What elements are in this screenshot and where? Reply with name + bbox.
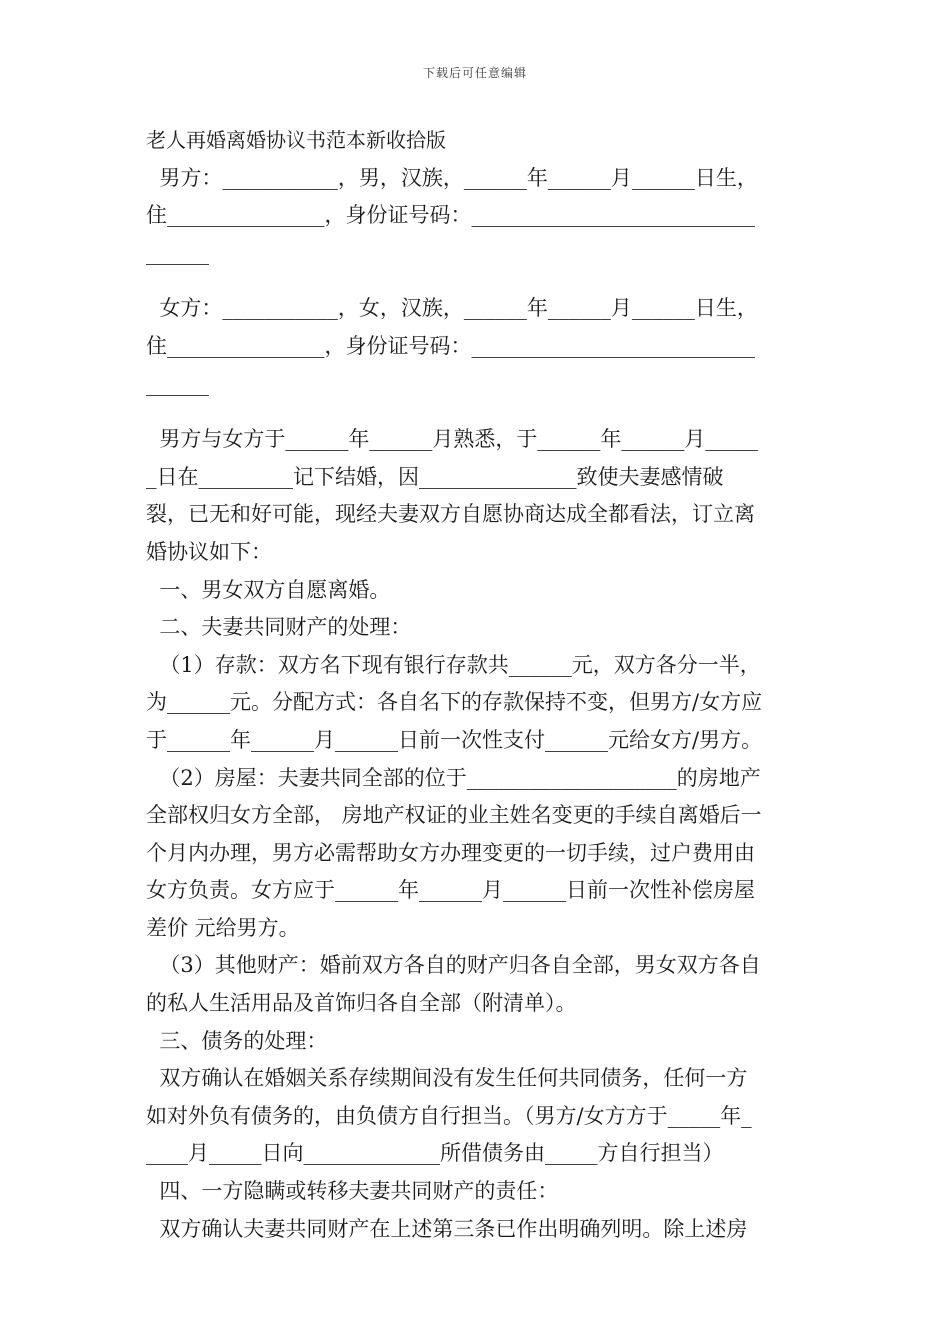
text-line: ______	[146, 240, 209, 265]
text-line: 全部权归女方全部， 房地产权证的业主姓名变更的手续自离婚后一	[146, 803, 762, 828]
block-gap	[146, 272, 814, 290]
text-line: ______	[146, 371, 209, 396]
text-line: 男方与女方于______年______月熟悉，于______年______月_____	[146, 427, 758, 452]
text-line: 住_______________，身份证号码：___________________________	[146, 333, 755, 358]
section-heading: 二、夫妻共同财产的处理：	[146, 615, 412, 640]
text-line: （1）存款：双方名下现有银行存款共______元，双方各分一半，	[146, 652, 761, 677]
text-line: 的私人生活用品及首饰归各自全部（附清单）。	[146, 991, 577, 1016]
text-line: （3）其他财产：婚前双方各自的财产归各自全部，男女双方各自	[146, 953, 761, 978]
text-line: 住_______________，身份证号码：___________________________	[146, 203, 755, 228]
text-line: 女方：___________，女，汉族，______年______月______日生，	[146, 296, 758, 321]
document-body	[146, 122, 814, 1248]
text-line: _日在_________记下结婚，因_______________致使夫妻感情破	[146, 464, 724, 489]
text-line: 个月内办理，男方必需帮助女方办理变更的一切手续，过户费用由	[146, 840, 755, 865]
agreement-body	[146, 421, 814, 1248]
section-heading: 一、男女双方自愿离婚。	[146, 577, 391, 602]
text-line: ____月_____日向_____________所借债务由_____方自行担当）	[146, 1141, 724, 1166]
text-line: 为______元。分配方式：各自名下的存款保持不变，但男方/女方应	[146, 690, 763, 715]
header-note: 下载后可任意编辑	[422, 66, 527, 80]
text-line: 双方确认夫妻共同财产在上述第三条已作出明确列明。除上述房	[146, 1216, 748, 1241]
text-line: 婚协议如下：	[146, 539, 272, 564]
section-heading: 三、债务的处理：	[146, 1028, 328, 1053]
text-line: 双方确认在婚姻关系存续期间没有发生任何共同债务，任何一方	[146, 1066, 748, 1091]
text-line: 女方负责。女方应于______年______月______日前一次性补偿房屋	[146, 878, 755, 903]
text-line: （2）房屋：夫妻共同全部的位于____________________的房地产	[146, 765, 761, 790]
block-gap	[146, 403, 814, 421]
party-male-block	[146, 160, 814, 273]
text-line: 男方：___________，男，汉族，______年______月______日生，	[146, 165, 758, 190]
section-heading: 四、一方隐瞒或转移夫妻共同财产的责任：	[146, 1179, 559, 1204]
text-line: 于______年______月______日前一次性支付______元给女方/男方。	[146, 727, 763, 752]
text-line: 差价 元给男方。	[146, 915, 300, 940]
text-line: 如对外负有债务的，由负债方自行担当。（男方/女方方于_____年_	[146, 1103, 752, 1128]
party-female-block	[146, 290, 814, 403]
document-title: 老人再婚离婚协议书范本新收拾版	[146, 128, 446, 152]
text-line: 裂，已无和好可能，现经夫妻双方自愿协商达成全都看法，订立离	[146, 502, 755, 527]
